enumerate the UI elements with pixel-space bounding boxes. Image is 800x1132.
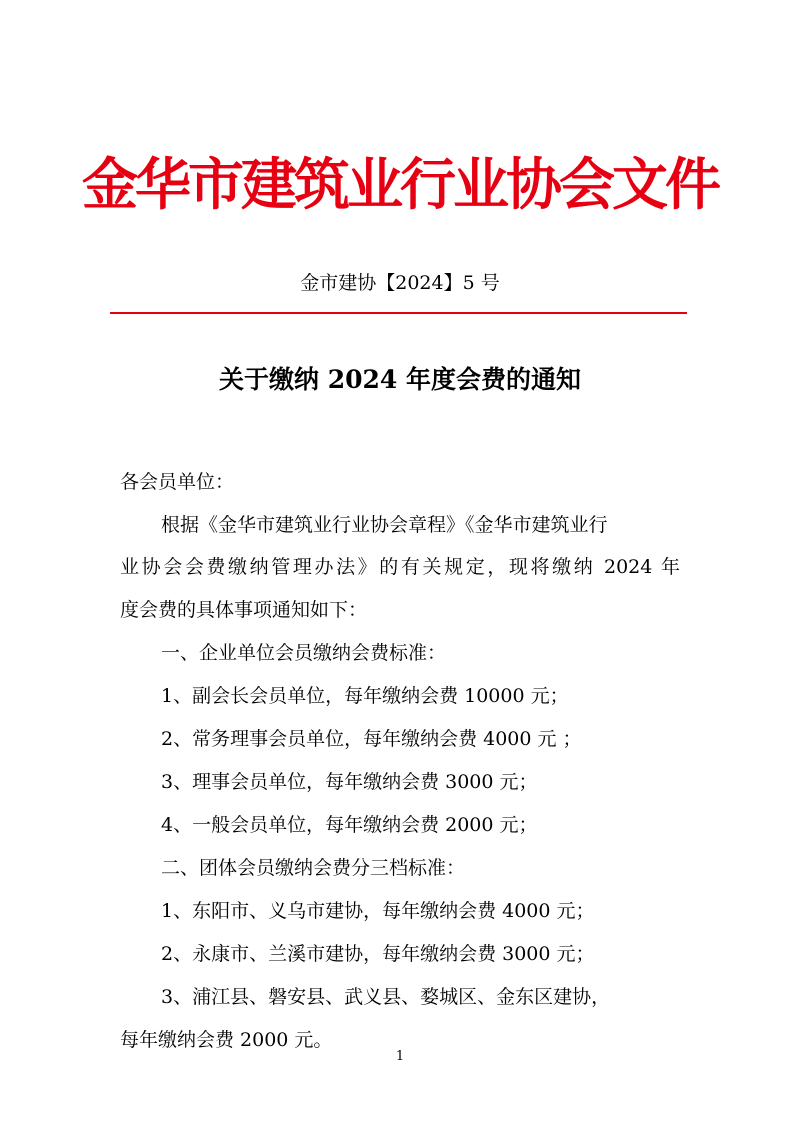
salutation: 各会员单位： xyxy=(120,471,235,493)
section2-item-3-continuation: 每年缴纳会费 2000 元。 xyxy=(120,1029,333,1051)
intro-line-3: 度会费的具体事项通知如下： xyxy=(120,599,368,621)
section2-heading: 二、团体会员缴纳会费分三档标准： xyxy=(161,857,466,879)
org-header-title: 金华市建筑业行业协会文件 xyxy=(82,153,718,218)
section2-item-3: 3、浦江县、磐安县、武义县、婺城区、金东区建协， xyxy=(161,986,611,1008)
section1-item-4: 4、一般会员单位，每年缴纳会费 2000 元； xyxy=(161,814,538,836)
document-number: 金市建协【2024】5 号 xyxy=(300,272,500,294)
red-divider-line xyxy=(110,312,687,314)
page-number: 1 xyxy=(395,1049,405,1064)
section1-item-3: 3、理事会员单位，每年缴纳会费 3000 元； xyxy=(161,771,538,793)
section2-item-2: 2、永康市、兰溪市建协，每年缴纳会费 3000 元； xyxy=(161,943,595,965)
section2-item-1: 1、东阳市、义乌市建协，每年缴纳会费 4000 元； xyxy=(161,900,595,922)
section1-heading: 一、企业单位会员缴纳会费标准： xyxy=(161,642,447,664)
intro-line-1: 根据《金华市建筑业行业协会章程》《金华市建筑业行 xyxy=(161,514,608,536)
section1-item-2: 2、常务理事会员单位，每年缴纳会费 4000 元 ； xyxy=(161,728,582,750)
notice-title: 关于缴纳 2024 年度会费的通知 xyxy=(219,365,581,394)
section1-item-1: 1、副会长会员单位，每年缴纳会费 10000 元； xyxy=(161,685,569,707)
intro-line-2: 业协会会费缴纳管理办法》的有关规定，现将缴纳 2024 年 xyxy=(120,556,680,578)
